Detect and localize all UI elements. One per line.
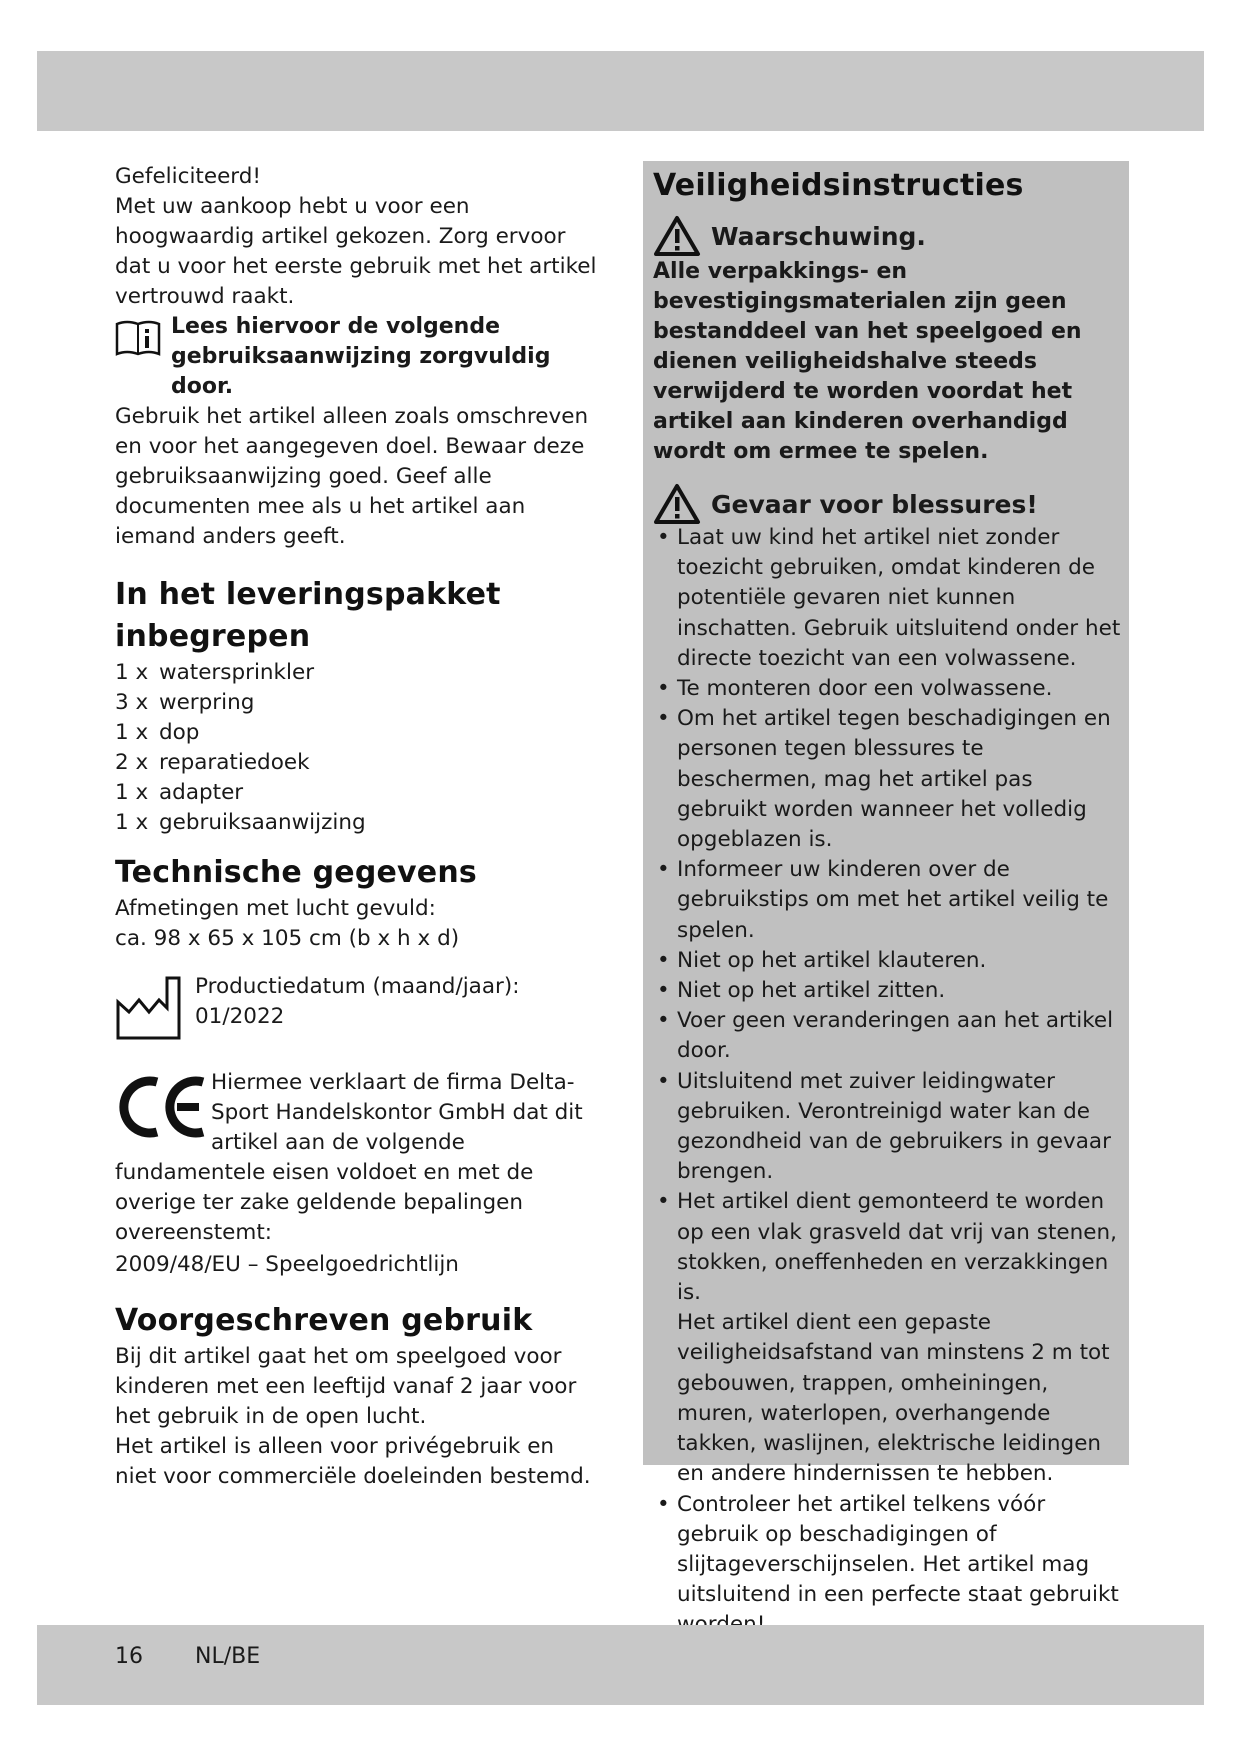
list-item: • Informeer uw kinderen over de gebruikstips om met het artikel veilig te spelen.: [653, 855, 1129, 946]
intended-use-title: Voorgeschreven gebruik: [115, 1303, 533, 1338]
item-qty: 3 x: [115, 690, 149, 715]
production-date: 01/2022: [195, 1004, 285, 1029]
warning-title: Waarschuwing.: [711, 222, 926, 251]
intended-use-text-1: Bij dit artikel gaat het om speelgoed voor kinderen met een leeftijd vanaf 2 jaar voor het gebruik in de open lucht.: [115, 1344, 577, 1429]
item-name: werpring: [159, 690, 255, 715]
manual-book-icon: [115, 318, 161, 358]
list-item: [115, 748, 600, 778]
list-item: • Laat uw kind het artikel niet zonder toezicht gebruiken, omdat kinderen de potentiële gevaren niet kunnen inschatten. Gebruik uitsluitend onder het directe toezicht van een volwassene.: [653, 523, 1129, 674]
warning-triangle-icon: [653, 483, 701, 525]
safety-panel: [643, 161, 1129, 1608]
warning-triangle-icon: [653, 215, 701, 257]
list-item: • Te monteren door een volwassene.: [653, 674, 1129, 704]
intended-use-text-2: Het artikel is alleen voor privégebruik en niet voor commerciële doeleinden bestemd.: [115, 1434, 591, 1489]
production-label: Productiedatum (maand/jaar):: [195, 974, 520, 999]
list-item: • Om het artikel tegen beschadigingen en personen tegen blessures te beschermen, mag het artikel pas gebruikt worden wanneer het volledig opgeblazen is.: [653, 704, 1129, 855]
dimensions-value: ca. 98 x 65 x 105 cm (b x h x d): [115, 926, 460, 951]
list-item: • Niet op het artikel klauteren.: [653, 946, 1129, 976]
item-name: reparatiedoek: [159, 750, 310, 775]
production-date-block: [115, 972, 600, 1042]
header-bar: [37, 51, 1204, 131]
danger-heading: [653, 487, 1129, 523]
read-manual-notice: [115, 312, 600, 402]
ce-mark-icon: [115, 1068, 211, 1146]
safety-title: Veiligheidsinstructies: [653, 168, 1024, 203]
factory-icon: [115, 974, 183, 1040]
item-name: adapter: [159, 780, 244, 805]
ce-directive: 2009/48/EU – Speelgoedrichtlijn: [115, 1252, 459, 1277]
dimensions-label: Afmetingen met lucht gevuld:: [115, 896, 436, 921]
item-name: dop: [159, 720, 200, 745]
warning-heading: [653, 219, 1129, 255]
item-qty: 1 x: [115, 660, 149, 685]
left-column: [115, 162, 600, 1492]
item-qty: 1 x: [115, 810, 149, 835]
warning-text: Alle verpakkings- en bevestigingsmaterialen zijn geen bestanddeel van het speelgoed en dienen veiligheidshalve steeds verwijderd te worden voordat het artikel aan kinderen overhandigd wordt om ermee te spelen.: [653, 259, 1082, 464]
list-item: • Voer geen veranderingen aan het artikel door.: [653, 1006, 1129, 1066]
list-item: [115, 718, 600, 748]
list-item: • Controleer het artikel telkens vóór gebruik op beschadigingen of slijtageverschijnselen. Het artikel mag uitsluitend in een perfecte staat gebruikt: [653, 1490, 1129, 1641]
package-title: In het leveringspakket inbegrepen: [115, 577, 501, 654]
safety-bullets: [653, 523, 1129, 1308]
usage-text: Gebruik het artikel alleen zoals omschreven en voor het aangegeven doel. Bewaar deze gebruiksaanwijzing goed. Geef alle documenten mee als u het artikel aan iemand anders geeft.: [115, 404, 589, 549]
list-item: • Uitsluitend met zuiver leidingwater gebruiken. Verontreinigd water kan de gezondheid van de gebruikers in gevaar brengen.: [653, 1067, 1129, 1188]
ce-declaration: [115, 1068, 600, 1280]
item-qty: 1 x: [115, 780, 149, 805]
list-item: [115, 778, 600, 808]
notice-text: Lees hiervoor de volgende gebruiksaanwijzing zorgvuldig door.: [171, 314, 551, 399]
list-item: [115, 658, 600, 688]
item-qty: 2 x: [115, 750, 149, 775]
list-item: [115, 688, 600, 718]
list-item: • Niet op het artikel zitten.: [653, 976, 1129, 1006]
list-item: • Het artikel dient gemonteerd te worden op een vlak grasveld dat vrij van stenen, stokken, oneffenheden en verzakkingen is.: [653, 1187, 1129, 1308]
danger-title: Gevaar voor blessures!: [711, 490, 1038, 519]
greeting: Gefeliciteerd!: [115, 164, 262, 189]
item-name: gebruiksaanwijzing: [159, 810, 366, 835]
locale-label: NL/BE: [195, 1644, 261, 1669]
item-name: watersprinkler: [159, 660, 315, 685]
intro-text: Met uw aankoop hebt u voor een hoogwaardig artikel gekozen. Zorg ervoor dat u voor het eerste gebruik met het artikel vertrouwd raakt.: [115, 194, 597, 309]
package-list: [115, 658, 600, 838]
bullet-continuation: Het artikel dient een gepaste veiligheidsafstand van minstens 2 m tot gebouwen, trappen, omheiningen, muren, waterlopen, overhangende takken, waslijnen, elektrische leidingen en andere hindernissen te hebben.: [677, 1310, 1110, 1487]
ce-text: Hiermee verklaart de firma Delta-Sport Handelskontor GmbH dat dit artikel aan de volgende fundamentele eisen voldoet en met de overige ter zake geldende bepalingen overeenstemt:: [115, 1070, 583, 1245]
list-item: [115, 808, 600, 838]
technical-title: Technische gegevens: [115, 855, 477, 890]
item-qty: 1 x: [115, 720, 149, 745]
page-number: 16: [115, 1644, 143, 1669]
